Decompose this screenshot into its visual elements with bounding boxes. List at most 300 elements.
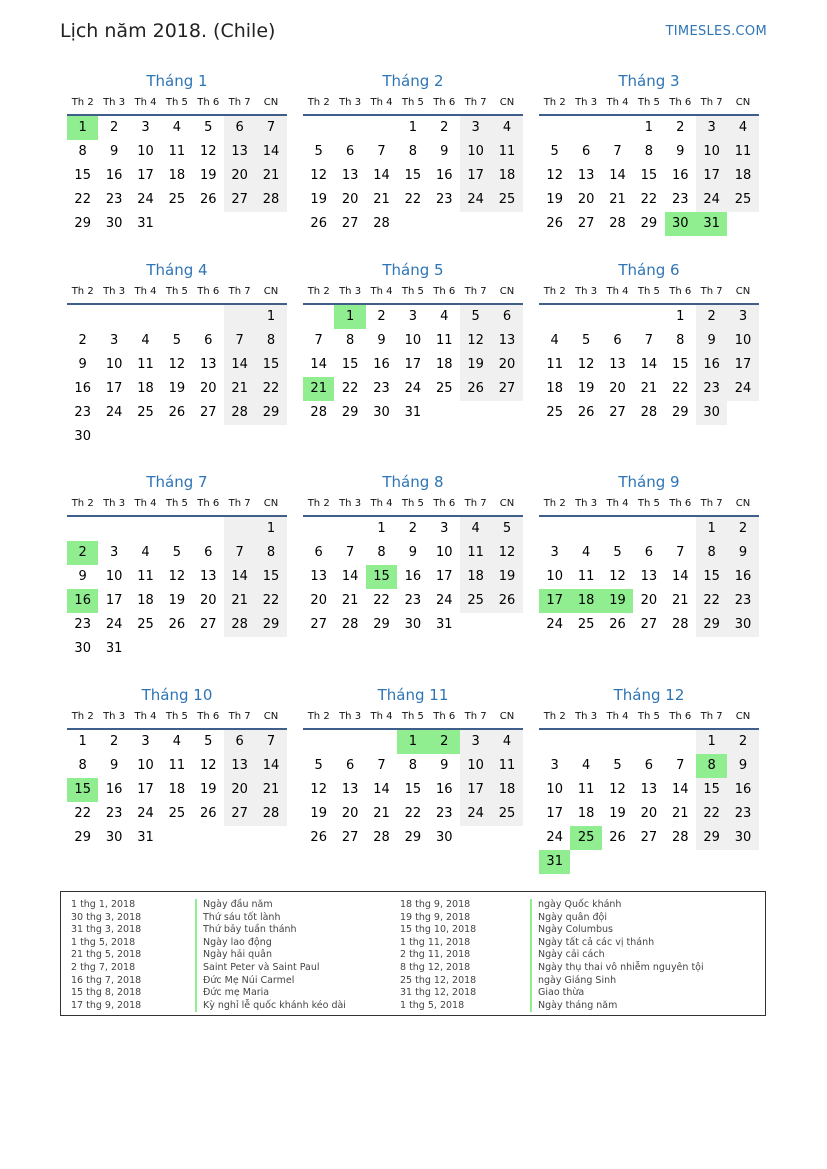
day-cell[interactable]: 26: [310, 830, 327, 845]
day-cell[interactable]: 15: [640, 168, 658, 183]
day-cell[interactable]: 10: [137, 758, 154, 773]
holiday-day-cell[interactable]: 19: [602, 589, 633, 613]
day-cell[interactable]: 29: [74, 830, 91, 845]
day-cell[interactable]: 1: [644, 120, 653, 135]
day-cell[interactable]: 2: [696, 305, 727, 329]
holiday-day-cell[interactable]: 30: [665, 212, 696, 236]
day-cell[interactable]: 10: [546, 782, 563, 797]
day-cell[interactable]: 5: [613, 545, 622, 560]
day-cell[interactable]: 26: [168, 617, 186, 632]
day-cell[interactable]: 13: [199, 569, 217, 584]
day-cell[interactable]: 6: [224, 116, 255, 140]
day-cell[interactable]: 8: [255, 329, 286, 353]
day-cell[interactable]: 29: [671, 405, 689, 420]
day-cell[interactable]: 27: [609, 405, 626, 420]
day-cell[interactable]: 13: [341, 168, 359, 183]
day-cell[interactable]: 31: [435, 617, 453, 632]
day-cell[interactable]: 16: [696, 353, 727, 377]
day-cell[interactable]: 3: [550, 758, 559, 773]
day-cell[interactable]: 13: [224, 140, 255, 164]
day-cell[interactable]: 20: [224, 164, 255, 188]
day-cell[interactable]: 19: [199, 168, 217, 183]
day-cell[interactable]: 7: [377, 144, 386, 159]
day-cell[interactable]: 4: [141, 545, 150, 560]
holiday-day-cell[interactable]: 16: [67, 589, 98, 613]
day-cell[interactable]: 17: [105, 381, 123, 396]
day-cell[interactable]: 23: [105, 192, 123, 207]
day-cell[interactable]: 18: [491, 164, 522, 188]
day-cell[interactable]: 17: [105, 593, 123, 608]
holiday-day-cell[interactable]: 15: [366, 565, 397, 589]
day-cell[interactable]: 29: [255, 401, 286, 425]
day-cell[interactable]: 11: [491, 140, 522, 164]
day-cell[interactable]: 15: [404, 782, 422, 797]
day-cell[interactable]: 4: [491, 730, 522, 754]
day-cell[interactable]: 7: [644, 333, 653, 348]
day-cell[interactable]: 25: [577, 617, 595, 632]
day-cell[interactable]: 23: [74, 405, 91, 420]
day-cell[interactable]: 3: [141, 120, 150, 135]
day-cell[interactable]: 14: [640, 357, 658, 372]
day-cell[interactable]: 30: [105, 216, 123, 231]
day-cell[interactable]: 20: [310, 593, 327, 608]
day-cell[interactable]: 9: [109, 758, 119, 773]
day-cell[interactable]: 14: [255, 754, 286, 778]
day-cell[interactable]: 3: [109, 333, 119, 348]
day-cell[interactable]: 7: [255, 730, 286, 754]
day-cell[interactable]: 1: [255, 305, 286, 329]
day-cell[interactable]: 26: [199, 806, 217, 821]
day-cell[interactable]: 21: [640, 381, 658, 396]
day-cell[interactable]: 24: [105, 405, 123, 420]
day-cell[interactable]: 7: [676, 758, 685, 773]
day-cell[interactable]: 21: [373, 192, 390, 207]
day-cell[interactable]: 4: [172, 120, 181, 135]
day-cell[interactable]: 16: [435, 782, 453, 797]
day-cell[interactable]: 21: [609, 192, 626, 207]
day-cell[interactable]: 16: [727, 565, 758, 589]
day-cell[interactable]: 3: [460, 116, 491, 140]
day-cell[interactable]: 17: [435, 569, 453, 584]
day-cell[interactable]: 7: [345, 545, 355, 560]
day-cell[interactable]: 28: [373, 830, 390, 845]
day-cell[interactable]: 22: [341, 381, 359, 396]
day-cell[interactable]: 21: [341, 593, 359, 608]
day-cell[interactable]: 1: [696, 730, 727, 754]
day-cell[interactable]: 24: [137, 192, 154, 207]
day-cell[interactable]: 2: [377, 309, 386, 324]
day-cell[interactable]: 22: [404, 806, 422, 821]
day-cell[interactable]: 11: [168, 758, 186, 773]
day-cell[interactable]: 23: [727, 589, 758, 613]
day-cell[interactable]: 8: [78, 144, 87, 159]
day-cell[interactable]: 26: [546, 216, 563, 231]
day-cell[interactable]: 1: [676, 309, 685, 324]
day-cell[interactable]: 19: [546, 192, 563, 207]
day-cell[interactable]: 22: [373, 593, 390, 608]
day-cell[interactable]: 12: [199, 144, 217, 159]
day-cell[interactable]: 4: [141, 333, 150, 348]
day-cell[interactable]: 8: [345, 333, 355, 348]
day-cell[interactable]: 28: [671, 830, 689, 845]
day-cell[interactable]: 7: [613, 144, 622, 159]
day-cell[interactable]: 23: [671, 192, 689, 207]
day-cell[interactable]: 22: [696, 802, 727, 826]
day-cell[interactable]: 20: [640, 593, 658, 608]
day-cell[interactable]: 11: [168, 144, 186, 159]
day-cell[interactable]: 6: [491, 305, 522, 329]
day-cell[interactable]: 17: [137, 782, 154, 797]
day-cell[interactable]: 3: [550, 545, 559, 560]
day-cell[interactable]: 3: [440, 521, 449, 536]
day-cell[interactable]: 27: [224, 188, 255, 212]
day-cell[interactable]: 7: [224, 329, 255, 353]
day-cell[interactable]: 19: [168, 593, 186, 608]
day-cell[interactable]: 11: [435, 333, 453, 348]
day-cell[interactable]: 22: [74, 192, 91, 207]
day-cell[interactable]: 18: [168, 782, 186, 797]
day-cell[interactable]: 23: [435, 192, 453, 207]
day-cell[interactable]: 21: [373, 806, 390, 821]
day-cell[interactable]: 5: [204, 120, 213, 135]
day-cell[interactable]: 25: [546, 405, 563, 420]
day-cell[interactable]: 16: [435, 168, 453, 183]
day-cell[interactable]: 28: [310, 405, 327, 420]
day-cell[interactable]: 14: [373, 782, 390, 797]
day-cell[interactable]: 11: [137, 569, 154, 584]
holiday-day-cell[interactable]: 15: [67, 778, 98, 802]
day-cell[interactable]: 30: [727, 826, 758, 850]
day-cell[interactable]: 29: [404, 830, 422, 845]
day-cell[interactable]: 15: [404, 168, 422, 183]
day-cell[interactable]: 10: [137, 144, 154, 159]
day-cell[interactable]: 11: [577, 782, 595, 797]
day-cell[interactable]: 3: [408, 309, 417, 324]
day-cell[interactable]: 22: [404, 192, 422, 207]
day-cell[interactable]: 10: [460, 140, 491, 164]
day-cell[interactable]: 24: [460, 188, 491, 212]
day-cell[interactable]: 17: [546, 806, 563, 821]
day-cell[interactable]: 13: [577, 168, 595, 183]
day-cell[interactable]: 8: [696, 541, 727, 565]
day-cell[interactable]: 30: [74, 641, 91, 656]
day-cell[interactable]: 15: [696, 565, 727, 589]
day-cell[interactable]: 9: [78, 357, 87, 372]
holiday-day-cell[interactable]: 1: [67, 116, 98, 140]
day-cell[interactable]: 5: [314, 758, 323, 773]
day-cell[interactable]: 27: [577, 216, 595, 231]
day-cell[interactable]: 9: [377, 333, 386, 348]
day-cell[interactable]: 27: [199, 405, 217, 420]
day-cell[interactable]: 1: [255, 517, 286, 541]
day-cell[interactable]: 25: [168, 192, 186, 207]
day-cell[interactable]: 31: [137, 830, 154, 845]
day-cell[interactable]: 22: [671, 381, 689, 396]
day-cell[interactable]: 2: [676, 120, 685, 135]
holiday-day-cell[interactable]: 17: [539, 589, 570, 613]
day-cell[interactable]: 13: [491, 329, 522, 353]
day-cell[interactable]: 14: [224, 353, 255, 377]
day-cell[interactable]: 2: [408, 521, 417, 536]
day-cell[interactable]: 18: [435, 357, 453, 372]
holiday-day-cell[interactable]: 31: [539, 850, 570, 874]
day-cell[interactable]: 19: [577, 381, 595, 396]
day-cell[interactable]: 28: [640, 405, 658, 420]
day-cell[interactable]: 9: [676, 144, 685, 159]
day-cell[interactable]: 5: [172, 333, 181, 348]
day-cell[interactable]: 24: [727, 377, 758, 401]
day-cell[interactable]: 8: [408, 144, 417, 159]
day-cell[interactable]: 2: [727, 730, 758, 754]
day-cell[interactable]: 9: [440, 144, 449, 159]
day-cell[interactable]: 4: [491, 116, 522, 140]
day-cell[interactable]: 19: [491, 565, 522, 589]
day-cell[interactable]: 18: [137, 381, 154, 396]
day-cell[interactable]: 15: [341, 357, 359, 372]
day-cell[interactable]: 15: [255, 353, 286, 377]
day-cell[interactable]: 29: [255, 613, 286, 637]
day-cell[interactable]: 10: [696, 140, 727, 164]
day-cell[interactable]: 26: [168, 405, 186, 420]
day-cell[interactable]: 9: [440, 758, 449, 773]
day-cell[interactable]: 22: [640, 192, 658, 207]
day-cell[interactable]: 20: [199, 593, 217, 608]
day-cell[interactable]: 5: [613, 758, 622, 773]
day-cell[interactable]: 10: [105, 569, 123, 584]
day-cell[interactable]: 19: [609, 806, 626, 821]
day-cell[interactable]: 6: [644, 545, 653, 560]
day-cell[interactable]: 21: [224, 589, 255, 613]
day-cell[interactable]: 20: [609, 381, 626, 396]
day-cell[interactable]: 22: [74, 806, 91, 821]
holiday-day-cell[interactable]: 31: [696, 212, 727, 236]
holiday-day-cell[interactable]: 8: [696, 754, 727, 778]
day-cell[interactable]: 12: [577, 357, 595, 372]
day-cell[interactable]: 28: [341, 617, 359, 632]
day-cell[interactable]: 19: [168, 381, 186, 396]
holiday-day-cell[interactable]: 21: [303, 377, 334, 401]
day-cell[interactable]: 5: [581, 333, 591, 348]
day-cell[interactable]: 20: [491, 353, 522, 377]
day-cell[interactable]: 26: [491, 589, 522, 613]
day-cell[interactable]: 18: [546, 381, 563, 396]
day-cell[interactable]: 20: [577, 192, 595, 207]
day-cell[interactable]: 10: [105, 357, 123, 372]
day-cell[interactable]: 17: [460, 778, 491, 802]
day-cell[interactable]: 12: [168, 569, 186, 584]
day-cell[interactable]: 6: [345, 144, 355, 159]
day-cell[interactable]: 12: [460, 329, 491, 353]
day-cell[interactable]: 10: [546, 569, 563, 584]
day-cell[interactable]: 5: [172, 545, 181, 560]
day-cell[interactable]: 30: [74, 429, 91, 444]
day-cell[interactable]: 5: [204, 734, 213, 749]
holiday-day-cell[interactable]: 2: [429, 730, 460, 754]
day-cell[interactable]: 18: [577, 806, 595, 821]
day-cell[interactable]: 27: [199, 617, 217, 632]
day-cell[interactable]: 8: [408, 758, 417, 773]
day-cell[interactable]: 26: [609, 617, 626, 632]
day-cell[interactable]: 2: [109, 734, 119, 749]
day-cell[interactable]: 30: [727, 613, 758, 637]
day-cell[interactable]: 24: [137, 806, 154, 821]
day-cell[interactable]: 17: [137, 168, 154, 183]
day-cell[interactable]: 12: [609, 782, 626, 797]
day-cell[interactable]: 14: [341, 569, 359, 584]
day-cell[interactable]: 1: [78, 734, 87, 749]
day-cell[interactable]: 27: [310, 617, 327, 632]
day-cell[interactable]: 25: [727, 188, 758, 212]
day-cell[interactable]: 20: [199, 381, 217, 396]
day-cell[interactable]: 17: [460, 164, 491, 188]
day-cell[interactable]: 12: [546, 168, 563, 183]
day-cell[interactable]: 27: [491, 377, 522, 401]
day-cell[interactable]: 20: [341, 192, 359, 207]
holiday-day-cell[interactable]: 1: [397, 730, 428, 754]
day-cell[interactable]: 14: [224, 565, 255, 589]
day-cell[interactable]: 12: [310, 168, 327, 183]
day-cell[interactable]: 15: [671, 357, 689, 372]
day-cell[interactable]: 27: [224, 802, 255, 826]
day-cell[interactable]: 13: [310, 569, 327, 584]
day-cell[interactable]: 11: [491, 754, 522, 778]
day-cell[interactable]: 4: [172, 734, 181, 749]
day-cell[interactable]: 6: [613, 333, 622, 348]
day-cell[interactable]: 28: [671, 617, 689, 632]
day-cell[interactable]: 14: [671, 569, 689, 584]
day-cell[interactable]: 5: [460, 305, 491, 329]
day-cell[interactable]: 9: [727, 754, 758, 778]
day-cell[interactable]: 10: [435, 545, 453, 560]
day-cell[interactable]: 28: [373, 216, 390, 231]
day-cell[interactable]: 9: [109, 144, 119, 159]
day-cell[interactable]: 5: [550, 144, 559, 159]
day-cell[interactable]: 18: [137, 593, 154, 608]
day-cell[interactable]: 16: [74, 381, 91, 396]
day-cell[interactable]: 29: [640, 216, 658, 231]
day-cell[interactable]: 16: [373, 357, 390, 372]
day-cell[interactable]: 19: [310, 806, 327, 821]
day-cell[interactable]: 12: [609, 569, 626, 584]
day-cell[interactable]: 7: [314, 333, 323, 348]
day-cell[interactable]: 28: [224, 613, 255, 637]
day-cell[interactable]: 27: [640, 830, 658, 845]
day-cell[interactable]: 21: [255, 164, 286, 188]
day-cell[interactable]: 19: [460, 353, 491, 377]
day-cell[interactable]: 31: [105, 641, 123, 656]
day-cell[interactable]: 12: [491, 541, 522, 565]
day-cell[interactable]: 18: [168, 168, 186, 183]
day-cell[interactable]: 25: [168, 806, 186, 821]
day-cell[interactable]: 14: [373, 168, 390, 183]
day-cell[interactable]: 20: [224, 778, 255, 802]
day-cell[interactable]: 13: [640, 569, 658, 584]
holiday-day-cell[interactable]: 2: [67, 541, 98, 565]
day-cell[interactable]: 24: [696, 188, 727, 212]
day-cell[interactable]: 16: [727, 778, 758, 802]
day-cell[interactable]: 4: [460, 517, 491, 541]
day-cell[interactable]: 3: [109, 545, 119, 560]
day-cell[interactable]: 3: [727, 305, 758, 329]
day-cell[interactable]: 15: [255, 565, 286, 589]
day-cell[interactable]: 16: [671, 168, 689, 183]
day-cell[interactable]: 12: [310, 782, 327, 797]
day-cell[interactable]: 13: [341, 782, 359, 797]
day-cell[interactable]: 25: [491, 188, 522, 212]
day-cell[interactable]: 23: [373, 381, 390, 396]
day-cell[interactable]: 13: [224, 754, 255, 778]
day-cell[interactable]: 8: [644, 144, 653, 159]
day-cell[interactable]: 3: [460, 730, 491, 754]
day-cell[interactable]: 19: [199, 782, 217, 797]
day-cell[interactable]: 26: [577, 405, 595, 420]
day-cell[interactable]: 13: [609, 357, 626, 372]
day-cell[interactable]: 6: [204, 333, 213, 348]
day-cell[interactable]: 1: [408, 120, 417, 135]
day-cell[interactable]: 24: [435, 593, 453, 608]
day-cell[interactable]: 3: [696, 116, 727, 140]
day-cell[interactable]: 23: [404, 593, 422, 608]
day-cell[interactable]: 5: [491, 517, 522, 541]
day-cell[interactable]: 6: [581, 144, 591, 159]
day-cell[interactable]: 20: [341, 806, 359, 821]
day-cell[interactable]: 13: [199, 357, 217, 372]
day-cell[interactable]: 21: [255, 778, 286, 802]
day-cell[interactable]: 25: [491, 802, 522, 826]
day-cell[interactable]: 16: [404, 569, 422, 584]
day-cell[interactable]: 25: [137, 405, 154, 420]
day-cell[interactable]: 22: [696, 589, 727, 613]
day-cell[interactable]: 4: [581, 545, 591, 560]
day-cell[interactable]: 22: [255, 589, 286, 613]
day-cell[interactable]: 10: [727, 329, 758, 353]
day-cell[interactable]: 13: [640, 782, 658, 797]
day-cell[interactable]: 24: [460, 802, 491, 826]
day-cell[interactable]: 11: [727, 140, 758, 164]
site-link[interactable]: TIMESLES.COM: [665, 24, 767, 39]
day-cell[interactable]: 30: [373, 405, 390, 420]
day-cell[interactable]: 14: [310, 357, 327, 372]
day-cell[interactable]: 3: [141, 734, 150, 749]
day-cell[interactable]: 24: [546, 617, 563, 632]
day-cell[interactable]: 9: [408, 545, 417, 560]
holiday-day-cell[interactable]: 1: [334, 305, 365, 329]
day-cell[interactable]: 28: [224, 401, 255, 425]
day-cell[interactable]: 2: [78, 333, 87, 348]
day-cell[interactable]: 10: [460, 754, 491, 778]
day-cell[interactable]: 26: [199, 192, 217, 207]
day-cell[interactable]: 27: [640, 617, 658, 632]
day-cell[interactable]: 23: [727, 802, 758, 826]
day-cell[interactable]: 23: [105, 806, 123, 821]
day-cell[interactable]: 8: [377, 545, 386, 560]
day-cell[interactable]: 31: [404, 405, 422, 420]
day-cell[interactable]: 12: [168, 357, 186, 372]
day-cell[interactable]: 29: [696, 826, 727, 850]
day-cell[interactable]: 6: [345, 758, 355, 773]
holiday-day-cell[interactable]: 25: [570, 826, 601, 850]
day-cell[interactable]: 12: [199, 758, 217, 773]
day-cell[interactable]: 17: [696, 164, 727, 188]
day-cell[interactable]: 24: [105, 617, 123, 632]
day-cell[interactable]: 17: [727, 353, 758, 377]
day-cell[interactable]: 4: [581, 758, 591, 773]
day-cell[interactable]: 6: [644, 758, 653, 773]
day-cell[interactable]: 11: [577, 569, 595, 584]
day-cell[interactable]: 15: [696, 778, 727, 802]
day-cell[interactable]: 30: [105, 830, 123, 845]
day-cell[interactable]: 4: [440, 309, 449, 324]
